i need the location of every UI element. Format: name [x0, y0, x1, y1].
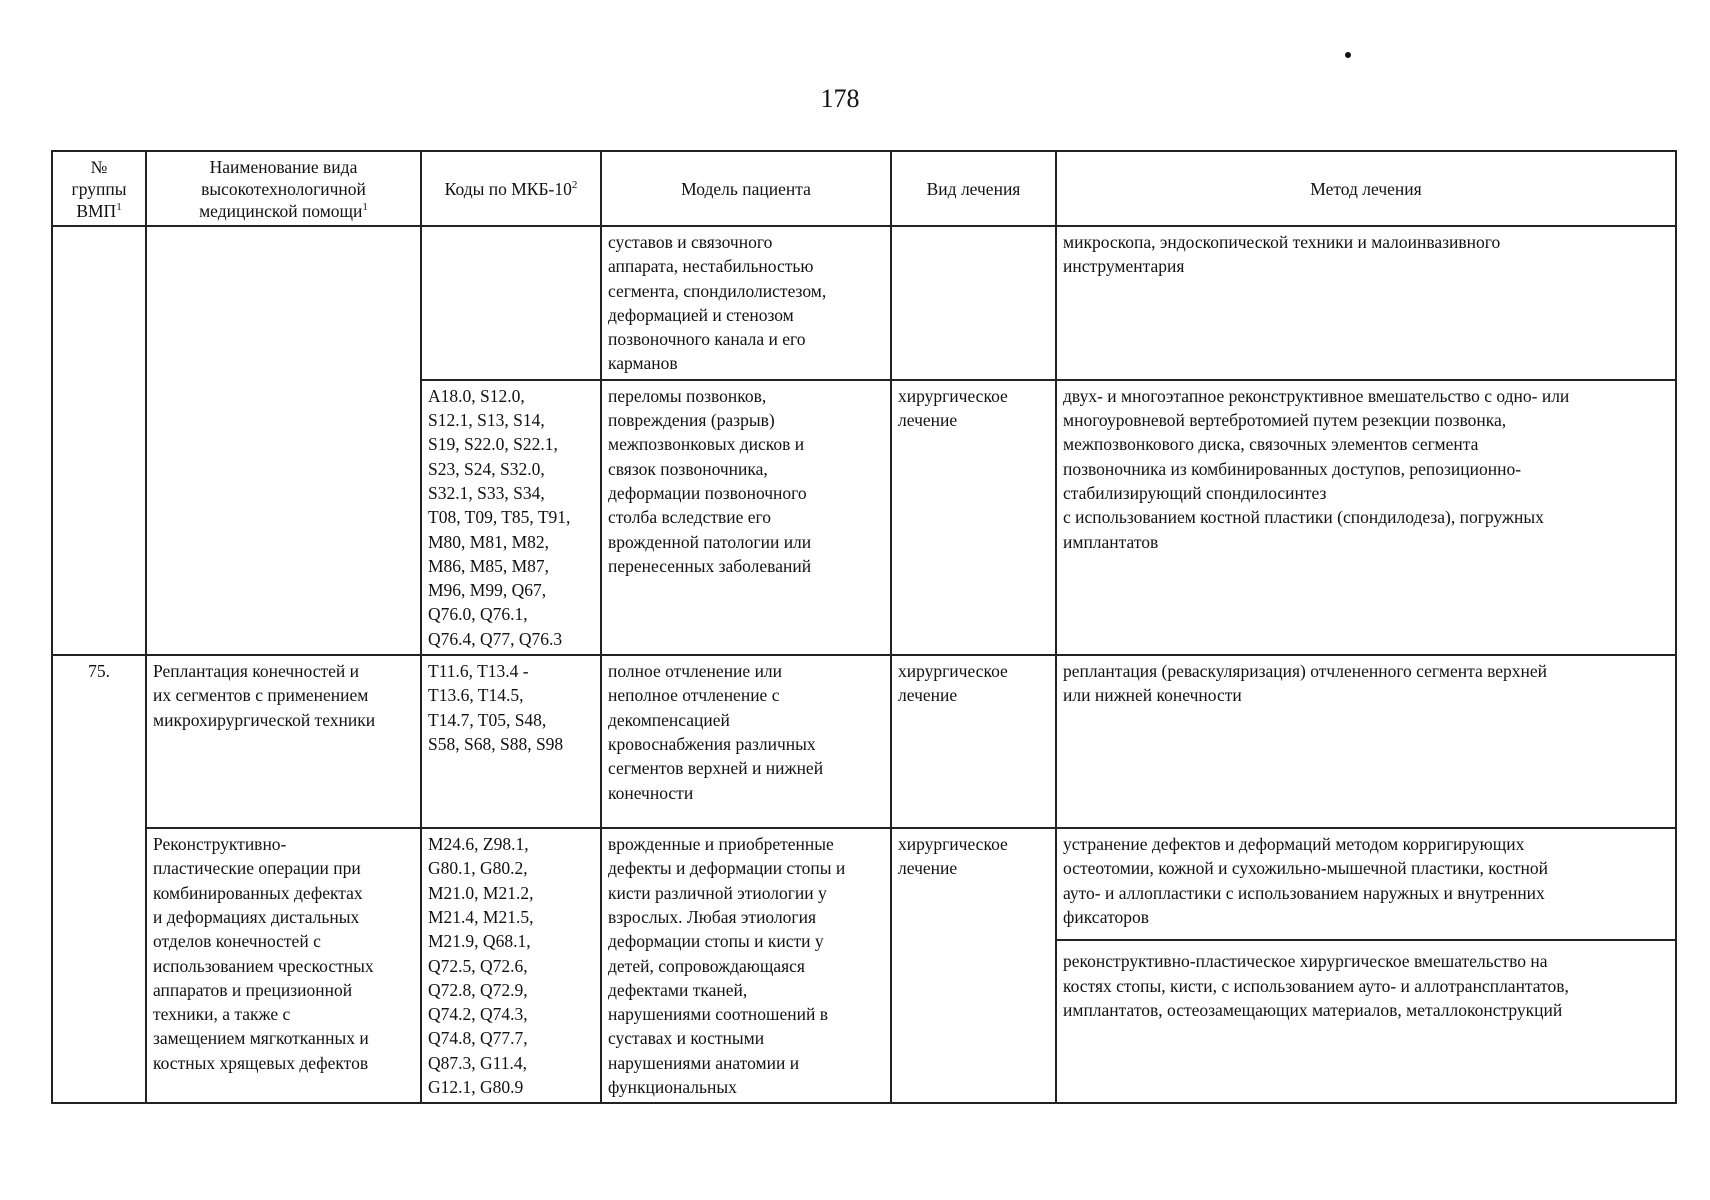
patient-model-cell: суставов и связочного аппарата, нестабильностью сегмента, спондилолистезом, деформацией и стенозом позвоночного канала и его карманов [601, 226, 891, 380]
icd-codes-cell: A18.0, S12.0, S12.1, S13, S14, S19, S22.0, S22.1, S23, S24, S32.0, S32.1, S33, S34, T08, T09, T85, T91, M80, M81, M82, M86, M85, M87, M96, M99, Q67, Q76.0, Q76.1, Q76.4, Q77, Q76.3 [421, 380, 601, 655]
treatment-method-cell: микроскопа, эндоскопической техники и малоинвазивного инструментария [1056, 226, 1676, 380]
treatment-type-cell: хирургическое лечение [891, 655, 1056, 828]
patient-model-cell: полное отчленение или неполное отчленение с декомпенсацией кровоснабжения различных сегментов верхней и нижней конечности [601, 655, 891, 828]
icd-codes-cell: T11.6, T13.4 - T13.6, T14.5, T14.7, T05, S48, S58, S68, S88, S98 [421, 655, 601, 828]
treatment-method-1: устранение дефектов и деформаций методом корригирующих остеотомии, кожной и сухожильно-мышечной пластики, костной ауто- и аллопластики с использованием наружных и внутренних фиксаторов [1063, 834, 1548, 927]
patient-model-cell: переломы позвонков, повреждения (разрыв) межпозвонковых дисков и связок позвоночника, деформации позвоночного столба вследствие его врожденной патологии или перенесенных заболеваний [601, 380, 891, 655]
treatment-method-cell: двух- и многоэтапное реконструктивное вмешательство с одно- или многоуровневой вертебротомией путем резекции позвонка, межпозвонкового диска, связочных элементов сегмента позвоночника из комбинированных доступов, репозиционно- стабилизирующий спондилосинтез с использованием костной пластики (спондилодеза), погружных имплантатов [1056, 380, 1676, 655]
care-type-name-cell [146, 226, 421, 655]
header-treatment-type: Вид лечения [891, 151, 1056, 226]
treatment-type-cell: хирургическое лечение [891, 828, 1056, 1103]
stray-dot [1345, 52, 1351, 58]
header-icd-codes: Коды по МКБ-$10^2$ [421, 151, 601, 226]
table-row [52, 655, 1676, 828]
page-number: 178 [820, 84, 860, 113]
care-type-name-cell: Реплантация конечностей и их сегментов с применением микрохирургической техники [146, 655, 421, 828]
treatment-type-cell [891, 226, 1056, 380]
table-row [52, 828, 1676, 1103]
treatment-method-cell [1056, 828, 1676, 1103]
treatment-method-2: реконструктивно-пластическое хирургическое вмешательство на костях стопы, кисти, с использованием ауто- и аллотрансплантатов, имплантатов, остеозамещающих материалов, металлоконструкций [1057, 939, 1675, 1022]
icd-codes-cell [421, 226, 601, 380]
table-row [52, 226, 1676, 380]
care-type-name-cell: Реконструктивно- пластические операции при комбинированных дефектах и деформациях дистальных отделов конечностей с использованием чрескостных аппаратов и прецизионной техники, а также с замещением мягкотканных и костных хрящевых дефектов [146, 828, 421, 1103]
group-number-cell [52, 226, 146, 655]
patient-model-cell: врожденные и приобретенные дефекты и деформации стопы и кисти различной этиологии у взрослых. Любая этиология деформации стопы и кисти у детей, сопровождающаяся дефектами тканей, нарушениями соотношений в суставах и костными нарушениями анатомии и функциональных [601, 828, 891, 1103]
header-group-number: № группы ВМП$^1$ [52, 151, 146, 226]
table-header-row [52, 151, 1676, 226]
vmp-table [51, 150, 1677, 1104]
treatment-type-cell: хирургическое лечение [891, 380, 1056, 655]
header-care-type-name: Наименование вида высокотехнологичной медицинской помощи$^1$ [146, 151, 421, 226]
treatment-method-cell: реплантация (реваскуляризация) отчлененного сегмента верхней или нижней конечности [1056, 655, 1676, 828]
header-patient-model: Модель пациента [601, 151, 891, 226]
group-number-cell: 75. [52, 655, 146, 1103]
icd-codes-cell: M24.6, Z98.1, G80.1, G80.2, M21.0, M21.2, M21.4, M21.5, M21.9, Q68.1, Q72.5, Q72.6, Q72.8, Q72.9, Q74.2, Q74.3, Q74.8, Q77.7, Q87.3, G11.4, G12.1, G80.9 [421, 828, 601, 1103]
header-treatment-method: Метод лечения [1056, 151, 1676, 226]
